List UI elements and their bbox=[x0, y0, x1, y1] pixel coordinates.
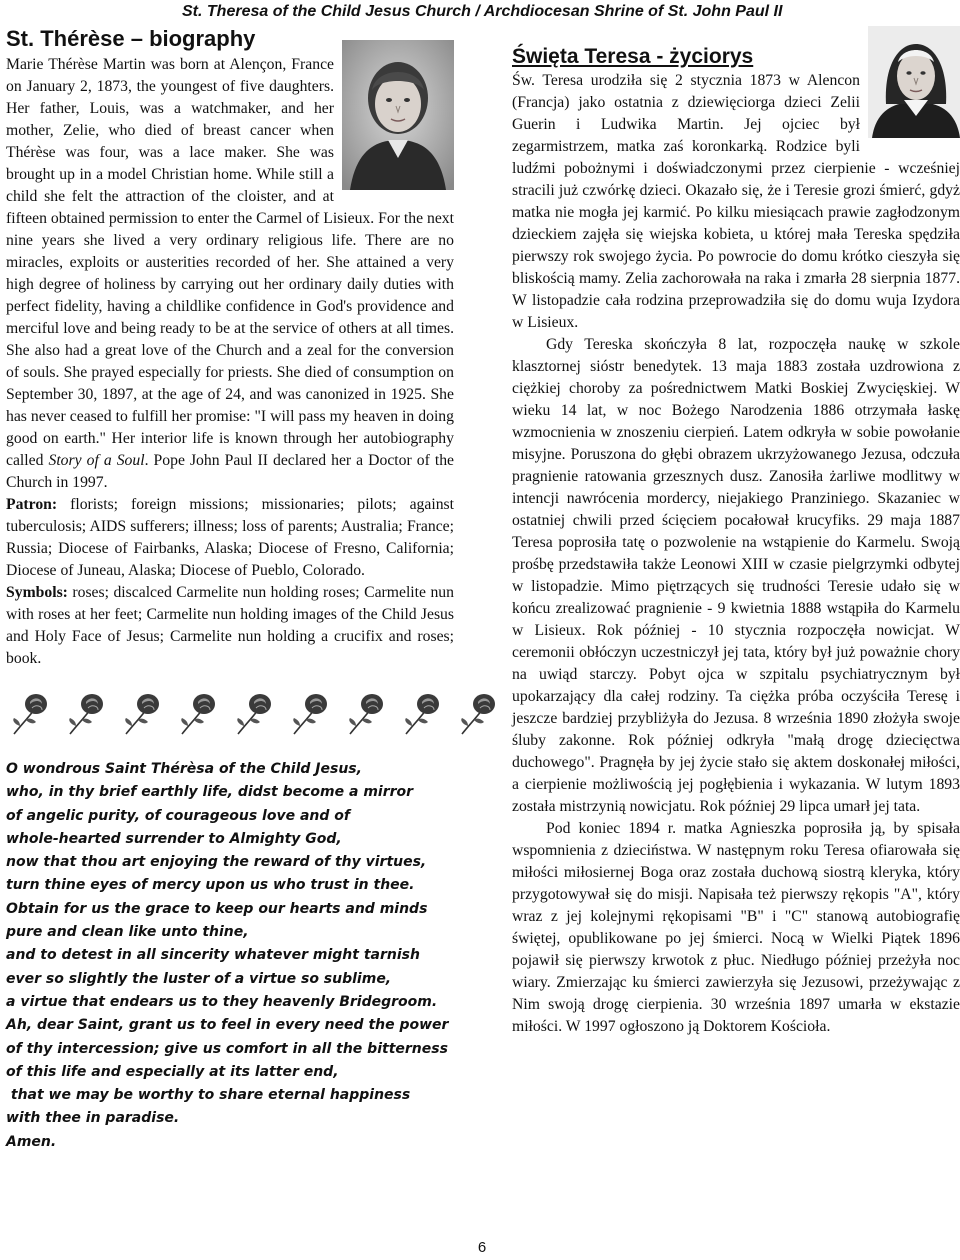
prayer-line: a virtue that endears us to they heavenly Bridegroom. bbox=[6, 993, 438, 1010]
prayer-line: Obtain for us the grace to keep our hearts and minds bbox=[6, 900, 428, 917]
portrait-young-therese bbox=[342, 40, 454, 190]
bio-text: Marie Thérèse Martin was born at Alençon, France on January 2, 1873, the youngest of five daughters. Her father, Louis, was a watchmaker, and her mother, Zelie, who died of breast cancer when Thérèse was four, was a lace maker. She was brought up in a model Christian home. While still a child she felt the attraction of the cloister, and at fifteen obtained permission to enter the Carmel of Lisieux. For the next nine years she lived a very ordinary religious life. There are no miracles, exploits or austerities recorded of her. She attained a very high degree of holiness by carrying out her ordinary daily duties with perfect fidelity, having a childlike confidence in God's providence and merciful love and being ready to be at the service of others at all times. She also had a great love of the Church and a zeal for the conversion of souls. She prayed especially for priests. She died of consumption on September 30, 1897, at the age of 24, and was canonized in 1925. She has never ceased to fulfill her promise: "I will pass my heaven in doing good on earth." Her interior life is known through her autobiography called bbox=[6, 56, 454, 469]
bio-end: . Pope John Paul II declared her a Doctor of the Church in 1997. bbox=[6, 452, 455, 491]
prayer-line: Amen. bbox=[6, 1133, 57, 1150]
prayer-line: of thy intercession; give us comfort in all the bitterness bbox=[6, 1040, 448, 1057]
symbols-text: roses; discalced Carmelite nun holding roses; Carmelite nun with roses at her feet; Carmelite nun holding images of the Child Jesus and Holy Face of Jesus; Carmelite nun holding a crucifix and roses; book. bbox=[6, 584, 454, 667]
symbols-label: Symbols: bbox=[6, 584, 68, 601]
prayer-line: pure and clean like unto thine, bbox=[6, 924, 249, 941]
patron-text: florists; foreign missions; missionaries; pilots; against tuberculosis; AIDS sufferers; illness; loss of parents; Australia; France; Russia; Diocese of Fairbanks, Alaska; Diocese of Fresno, California; Diocese of Juneau, Alaska; Diocese of Pueblo, Colorado. bbox=[6, 496, 454, 579]
rose-row bbox=[8, 690, 454, 736]
prayer-line: turn thine eyes of mercy upon us who trust in thee. bbox=[6, 877, 415, 894]
portrait-nun-therese bbox=[868, 26, 960, 138]
page-header: St. Theresa of the Child Jesus Church / Archdiocesan Shrine of St. John Paul II bbox=[182, 3, 783, 20]
rose-icon bbox=[232, 690, 276, 736]
rose-icon bbox=[120, 690, 164, 736]
prayer-line: and to detest in all sincerity whatever might tarnish bbox=[6, 947, 420, 964]
rose-icon bbox=[8, 690, 52, 736]
left-column bbox=[6, 24, 454, 1154]
rose-icon bbox=[64, 690, 108, 736]
polish-paragraph-3: Pod koniec 1894 r. matka Agnieszka poprosiła ją, by spisała wspomnienia z dzieciństwa. W następnym roku Teresa ofiarowała się miłości miłosiernej Boga oraz została duchową siostrą kleryka, który przygotowywał się do misji. Napisała też pierwszy rękopis "A", który wraz z jej kolejnymi rękopisami "B" i "C" stanową autobiografię świętej, opublikowane po jej śmierci. Nocą w Wielki Piątek 1896 pojawił się pierwszy krwotok z płuc. Niedługo później przeżyła noc wiary. Zmierzając ku śmierci zawierzyła się Jezusowi, przeżywając z Nim swoją drogę cierpienia. 30 września 1897 umarła w ekstazie miłości. W 1997 ogłoszono ją Doktorem Kościoła. bbox=[512, 820, 960, 1035]
prayer-line: of this life and especially at its latter end, bbox=[6, 1063, 339, 1080]
rose-icon bbox=[288, 690, 332, 736]
prayer-line: whole-hearted surrender to Almighty God, bbox=[6, 830, 342, 847]
prayer-line: ever so slightly the luster of a virtue so sublime, bbox=[6, 970, 392, 987]
polish-paragraph-2: Gdy Tereska skończyła 8 lat, rozpoczęła naukę w szkole klasztornej sióstr benedytek. 13 maja 1883 została uzdrowiona z ciężkiej choroby za pośrednictwem Matki Boskiej Zwycięskiej. W wieku 14 lat, w noc Bożego Narodzenia 1886 otrzymała łaskę wzmocnienia w znoszeniu cierpień. Latem odkryła w sobie powołanie misyjne. Poruszona do głębi obrazem ukrzyżowanego Jezusa, odczuła pragnienie ratowania grzesznych dusz. Zanosiła żarliwe modlitwy w intencji nawrócenia mordercy, niejakiego Pranziniego. Skazaniec w ostatniej chwili przed ścięciem pocałował krucyfiks. 29 maja 1887 Teresa poprosiła tatę o pozwolenie na wstąpienie do Karmelu. Swoją prośbę przedstawiła także Leonowi XIII w czasie pielgrzymki odbytej w listopadzie. Mimo piętrzących się trudności Teresie udało się w końcu zrealizować pragnienie - 9 kwietnia 1888 wstąpiła do Karmelu w Lisieux. Rok później - 10 stycznia rozpoczęła nowicjat. W ceremonii obłóczyn uczestniczył jej tata, który był już poważnie chory na uwiąd starczy. Pobyt ojca w szpitalu psychiatrycznym był upokarzający dla całej rodziny. Ta ciężka próba oczyściła Teresę i jeszcze bardziej przybliżyła do Jezusa. 8 września 1890 złożyła swoje śluby zakonne. Rok później odkryła "małą drogę dziecięctwa duchowego". Pragnęła by jej życie stało się aktem doskonałej miłości, a cierpienie możliwością jej pogłębienia i wykazania. W lutym 1893 została mistrzynią nowicjatu. Rok później 29 lipca umarł jej tata. bbox=[512, 336, 960, 815]
prayer-line: who, in thy brief earthly life, didst become a mirror bbox=[6, 784, 414, 801]
right-column bbox=[512, 40, 960, 1038]
english-biography bbox=[6, 54, 454, 670]
rose-icon bbox=[344, 690, 388, 736]
patron-label: Patron: bbox=[6, 496, 58, 513]
book-title: Story of a Soul bbox=[48, 452, 145, 469]
prayer-line: of angelic purity, of courageous love and of bbox=[6, 807, 350, 824]
prayer-line: with thee in paradise. bbox=[6, 1110, 180, 1127]
portrait-child-image bbox=[342, 40, 454, 190]
prayer-line: now that thou art enjoying the reward of thy virtues, bbox=[6, 854, 427, 871]
english-title: St. Thérèse – biography bbox=[6, 26, 256, 51]
rose-icon bbox=[176, 690, 220, 736]
rose-icon bbox=[456, 690, 500, 736]
portrait-nun-image bbox=[868, 26, 960, 138]
prayer-line: O wondrous Saint Thérèsa of the Child Jesus, bbox=[6, 761, 362, 777]
prayer bbox=[6, 758, 454, 1154]
polish-title: Święta Teresa - życiorys bbox=[512, 45, 754, 68]
prayer-line: that we may be worthy to share eternal happiness bbox=[6, 1087, 411, 1104]
rose-icon bbox=[400, 690, 444, 736]
page-number: 6 bbox=[477, 1239, 487, 1256]
prayer-line: Ah, dear Saint, grant us to feel in every need the power bbox=[6, 1017, 449, 1034]
polish-paragraph-1: Św. Teresa urodziła się 2 stycznia 1873 w Alencon (Francja) jako ostatnia z dziewięciorga dzieci Zelii Guerin i Ludwika Martin. Jej ojciec był zegarmistrzem, matka zaś koronkarką. Rodzice byli ludźmi pobożnymi i doświadczonymi przez cierpienie - wcześniej stracili już czwórkę dzieci. Okazało się, że i Teresie grozi śmierć, gdyż matka nie mogła jej karmić. Po kilku miesiącach prawie zagłodzonym dzieckiem zajęła się wiejska kobieta, u której mała Tereska spędziła pierwszy rok swojego życia. Po powrocie do domu krótko cieszyła się bliskością mamy. Zelia zachorowała na raka i zmarła 28 sierpnia 1877. W listopadzie cała rodzina przeprowadziła się do domu wuja Izydora w Lisieux. bbox=[512, 72, 960, 331]
